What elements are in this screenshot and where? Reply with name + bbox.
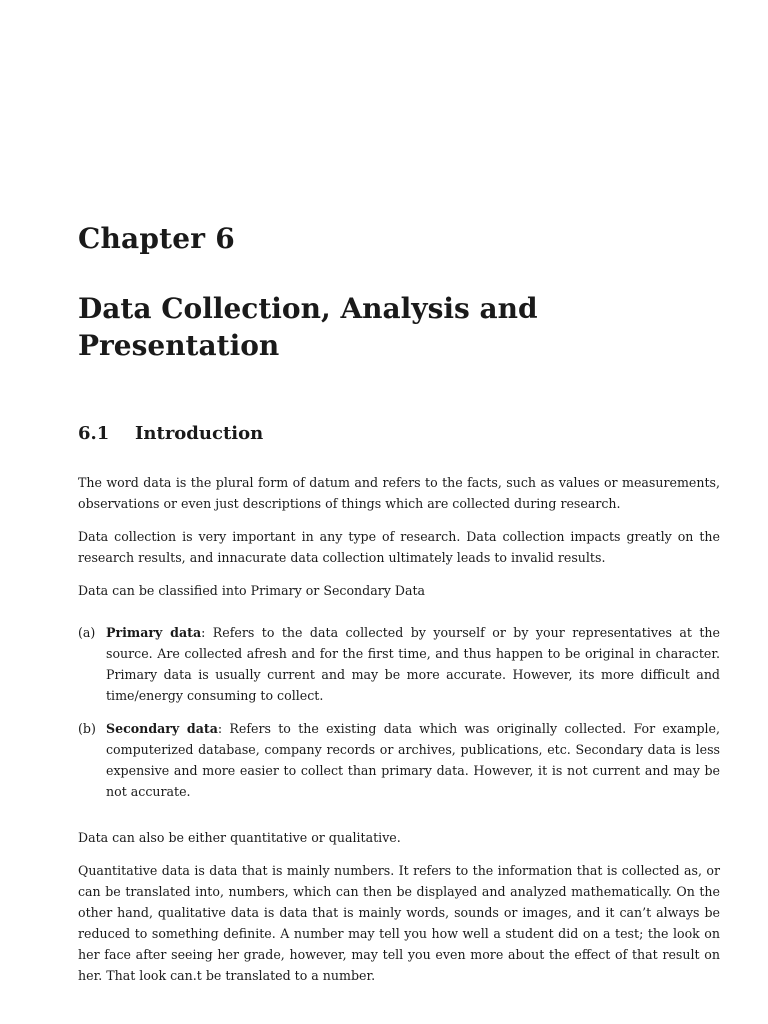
section-body — [78, 472, 720, 998]
list-marker: (b) — [78, 721, 96, 736]
section-title: Introduction — [135, 423, 264, 444]
list-term: Primary data — [106, 625, 202, 640]
section-number: 6.1 — [78, 423, 110, 444]
list-item — [78, 622, 720, 706]
paragraph: Quantitative data is data that is mainly numbers. It refers to the information that is collected as, or can be translated into, numbers, which can then be displayed and analyzed mathematically. On the other hand, qualitative data is data that is mainly words, sounds or images, and it can’t always be reduced to something definite. A number may tell you how well a student did on a test; the look on her face after seeing her grade, however, may tell you even more about the effect of that result on her. That look can.t be translated to a number. — [78, 863, 720, 983]
chapter-label: Chapter 6 — [78, 222, 235, 255]
paragraph: The word data is the plural form of datum and refers to the facts, such as values or measurements, observations or even just descriptions of things which are collected during research. — [78, 475, 720, 511]
paragraph: Data collection is very important in any type of research. Data collection impacts greatly on the research results, and innacurate data collection ultimately leads to invalid results. — [78, 529, 720, 565]
chapter-title: Data Collection, Analysis and Presentation — [78, 292, 538, 362]
section-heading — [78, 423, 263, 444]
data-types-list — [78, 622, 720, 802]
list-text: : Refers to the data collected by yourself or by your representatives at the source. Are collected afresh and for the first time, and thus happen to be original in character. Primary data is usually current and may be more accurate. However, its more difficult and time/energy consuming to collect. — [106, 625, 720, 703]
list-marker: (a) — [78, 625, 96, 640]
list-item — [78, 718, 720, 802]
list-text: : Refers to the existing data which was originally collected. For example, computerized database, company records or archives, publications, etc. Secondary data is less expensive and more easier to collect than primary data. However, it is not current and may be not accurate. — [106, 721, 720, 799]
paragraph: Data can also be either quantitative or qualitative. — [78, 830, 401, 845]
paragraph: Data can be classified into Primary or Secondary Data — [78, 583, 426, 598]
list-term: Secondary data — [106, 721, 218, 736]
